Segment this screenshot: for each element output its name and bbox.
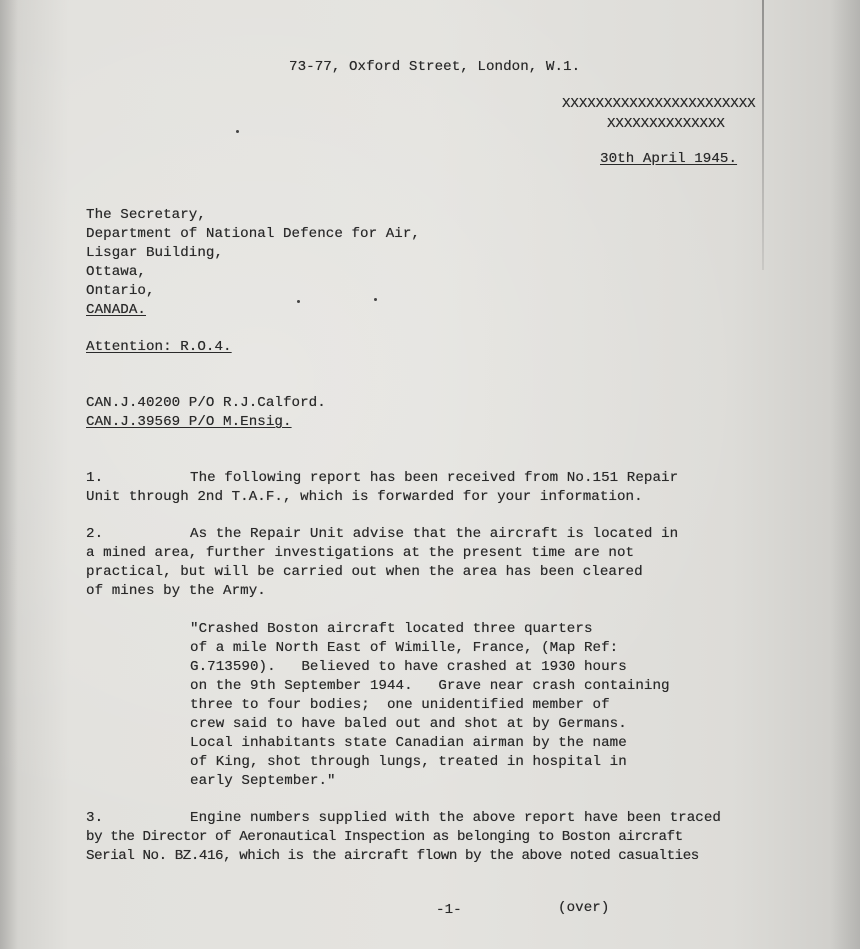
attention-line: Attention: R.O.4. bbox=[86, 339, 232, 355]
subject-line-2: CAN.J.39569 P/O M.Ensig. bbox=[86, 414, 292, 430]
ink-speck bbox=[236, 130, 239, 133]
ink-speck bbox=[374, 298, 377, 301]
quote-line: "Crashed Boston aircraft located three quarters bbox=[190, 621, 593, 637]
subject-line-1: CAN.J.40200 P/O R.J.Calford. bbox=[86, 395, 326, 411]
paragraph-1-line: Unit through 2nd T.A.F., which is forwarded for your information. bbox=[86, 489, 643, 505]
over-note: (over) bbox=[558, 900, 610, 916]
sender-address: 73-77, Oxford Street, London, W.1. bbox=[289, 59, 581, 75]
paragraph-3-line: Serial No. BZ.416, which is the aircraft flown by the above noted casualties bbox=[86, 848, 699, 864]
paragraph-3-line: by the Director of Aeronautical Inspection as belonging to Boston aircraft bbox=[86, 829, 683, 845]
paragraph-number: 2. bbox=[86, 526, 104, 542]
paragraph-number: 3. bbox=[86, 810, 104, 826]
quote-line: of King, shot through lungs, treated in hospital in bbox=[190, 754, 627, 770]
quote-line: of a mile North East of Wimille, France, (Map Ref: bbox=[190, 640, 619, 656]
fold-mark bbox=[762, 0, 764, 270]
quote-line: on the 9th September 1944. Grave near crash containing bbox=[190, 678, 670, 694]
paragraph-2-line: of mines by the Army. bbox=[86, 583, 266, 599]
struck-line-1: XXXXXXXXXXXXXXXXXXXXXXX bbox=[562, 96, 756, 112]
page-shadow-right bbox=[830, 0, 860, 949]
page-shadow-left bbox=[0, 0, 18, 949]
paragraph-2-line: practical, but will be carried out when the area has been cleared bbox=[86, 564, 643, 580]
recipient-country: CANADA. bbox=[86, 302, 146, 318]
struck-line-2: XXXXXXXXXXXXXX bbox=[607, 116, 725, 132]
letter-date: 30th April 1945. bbox=[600, 151, 738, 167]
quote-line: three to four bodies; one unidentified member of bbox=[190, 697, 610, 713]
quote-line: crew said to have baled out and shot at by Germans. bbox=[190, 716, 627, 732]
recipient-line: Lisgar Building, bbox=[86, 245, 224, 261]
recipient-line: The Secretary, bbox=[86, 207, 206, 223]
ink-speck bbox=[297, 300, 300, 303]
paragraph-2-line: As the Repair Unit advise that the aircraft is located in bbox=[190, 526, 679, 542]
paragraph-number: 1. bbox=[86, 470, 104, 486]
quote-line: early September." bbox=[190, 773, 336, 789]
paragraph-1-line: The following report has been received from No.151 Repair bbox=[190, 470, 679, 486]
recipient-line: Ontario, bbox=[86, 283, 155, 299]
quote-line: Local inhabitants state Canadian airman by the name bbox=[190, 735, 627, 751]
recipient-line: Ottawa, bbox=[86, 264, 146, 280]
recipient-line: Department of National Defence for Air, bbox=[86, 226, 420, 242]
page-number: -1- bbox=[436, 902, 462, 918]
paragraph-3-line: Engine numbers supplied with the above report have been traced bbox=[190, 810, 721, 826]
quote-line: G.713590). Believed to have crashed at 1930 hours bbox=[190, 659, 627, 675]
paragraph-2-line: a mined area, further investigations at the present time are not bbox=[86, 545, 635, 561]
